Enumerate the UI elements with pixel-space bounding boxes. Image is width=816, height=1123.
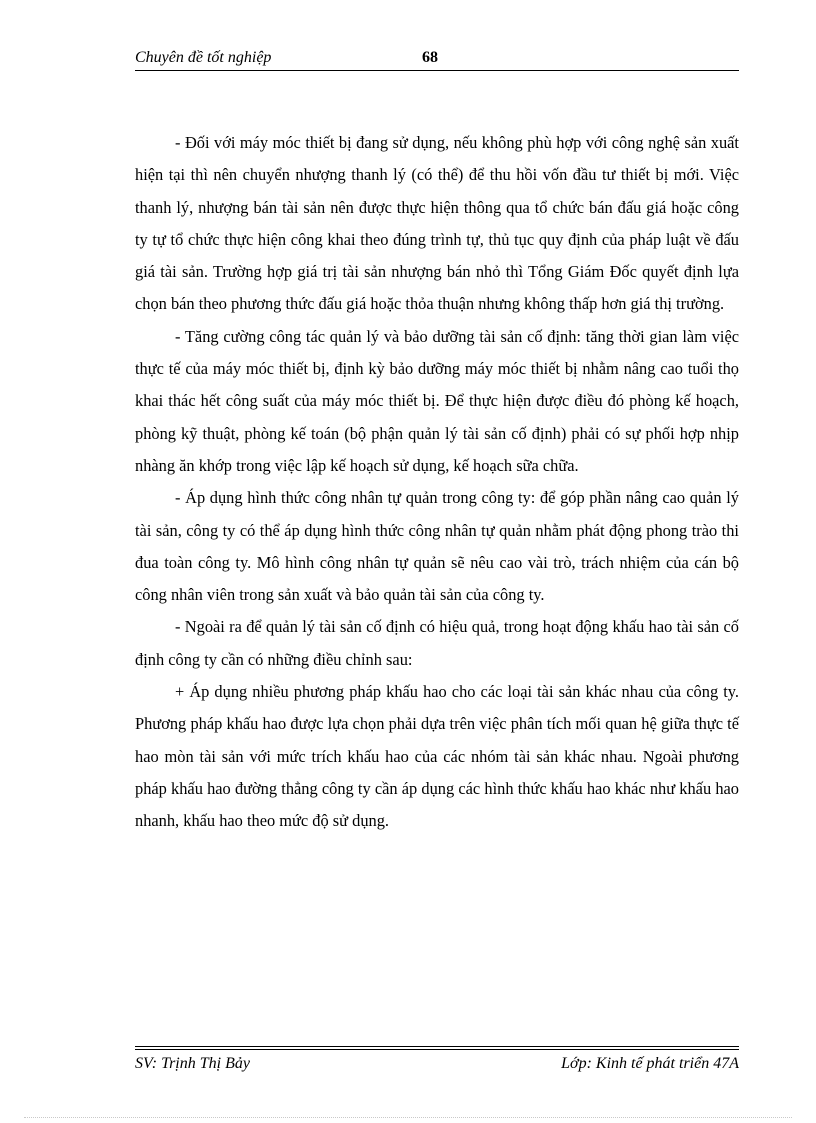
paragraph: - Tăng cường công tác quản lý và bảo dưỡng tài sản cố định: tăng thời gian làm việc thực tế của máy móc thiết bị, định kỳ bảo dưỡng máy móc thiết bị nhằm nâng cao tuổi thọ khai thác hết công suất của máy móc thiết bị. Để thực hiện được điều đó phòng kế hoạch, phòng kỹ thuật, phòng kế toán (bộ phận quản lý tài sản cố định) phải có sự phối hợp nhịp nhàng ăn khớp trong việc lập kế hoạch sử dụng, kế hoạch sữa chữa. bbox=[135, 326, 739, 475]
class-name: Lớp: Kinh tế phát triển 47A bbox=[561, 1055, 739, 1072]
paragraph: - Ngoài ra để quản lý tài sản cố định có hiệu quả, trong hoạt động khấu hao tài sản cố định công ty cần có những điều chỉnh sau: bbox=[135, 617, 739, 669]
document-title: Chuyên đề tốt nghiệp bbox=[135, 49, 272, 66]
page-header bbox=[135, 47, 739, 73]
page-border bbox=[24, 1117, 792, 1118]
body-text bbox=[135, 127, 739, 838]
footer-divider bbox=[135, 1046, 739, 1047]
paragraph: - Áp dụng hình thức công nhân tự quản trong công ty: để góp phần nâng cao quản lý tài sản, công ty có thể áp dụng hình thức công nhân tự quản nhằm phát động phong trào thi đua toàn công ty. Mô hình công nhân tự quản sẽ nêu cao vài trò, trách nhiệm của cán bộ công nhân viên trong sản xuất và bảo quản tài sản của công ty. bbox=[135, 488, 739, 605]
student-name: SV: Trịnh Thị Bảy bbox=[135, 1055, 250, 1072]
page-footer bbox=[135, 1046, 739, 1076]
page-number: 68 bbox=[422, 49, 438, 66]
paragraph: - Đối với máy móc thiết bị đang sử dụng, nếu không phù hợp với công nghệ sản xuất hiện tại thì nên chuyển nhượng thanh lý (có thể) để thu hồi vốn đầu tư thiết bị mới. Việc thanh lý, nhượng bán tài sản nên được thực hiện thông qua tổ chức bán đấu giá hoặc công ty tự tổ chức thực hiện công khai theo đúng trình tự, thủ tục quy định của pháp luật về đấu giá tài sản. Trường hợp giá trị tài sản nhượng bán nhỏ thì Tổng Giám Đốc quyết định lựa chọn bán theo phương thức đấu giá hoặc thỏa thuận nhưng không thấp hơn giá thị trường. bbox=[135, 133, 739, 314]
header-divider bbox=[135, 70, 739, 71]
footer-divider bbox=[135, 1049, 739, 1050]
paragraph: + Áp dụng nhiều phương pháp khấu hao cho các loại tài sản khác nhau của công ty. Phương pháp khấu hao được lựa chọn phải dựa trên việc phân tích mối quan hệ giữa thực tế hao mòn tài sản với mức trích khấu hao của các nhóm tài sản khác nhau. Ngoài phương pháp khấu hao đường thẳng công ty cần áp dụng các hình thức khấu hao khác như khấu hao nhanh, khấu hao theo mức độ sử dụng. bbox=[135, 682, 739, 831]
